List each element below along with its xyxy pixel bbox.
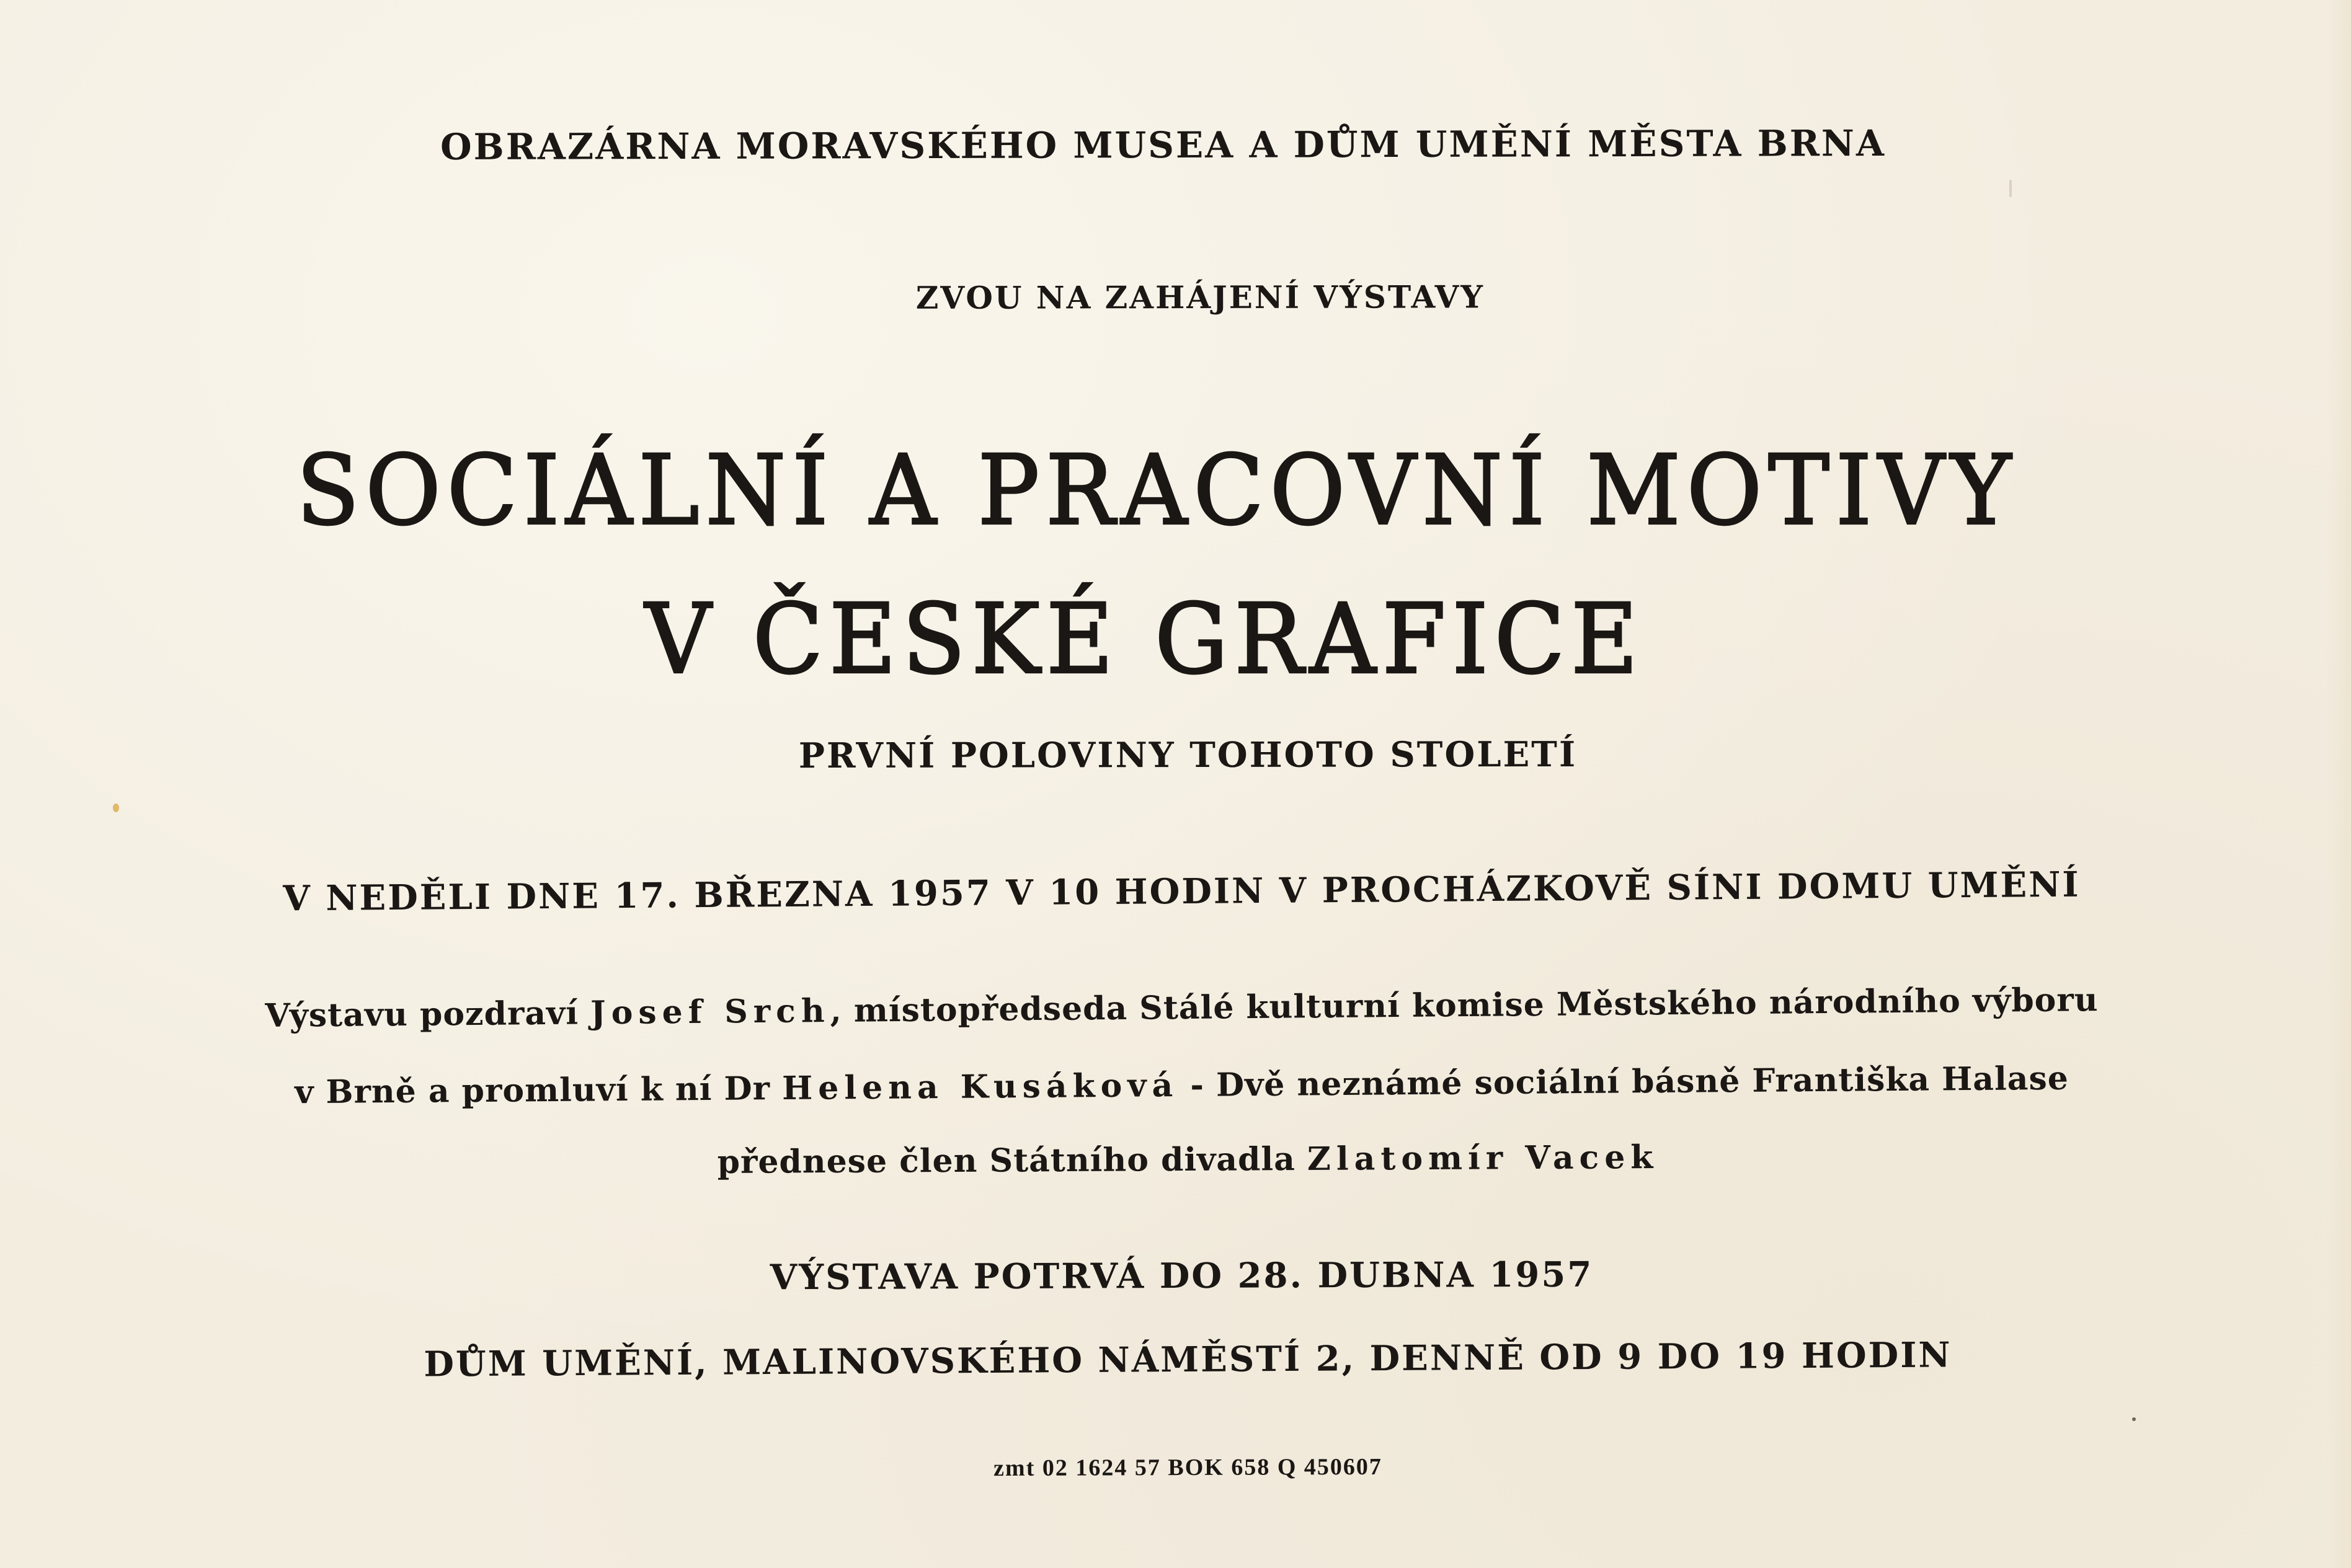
paper-speck bbox=[2009, 180, 2012, 197]
exhibition-title-line-1: SOCIÁLNÍ A PRACOVNÍ MOTIVY bbox=[296, 434, 2017, 547]
program-text: - Dvě neznámé sociální básně Františka Halase bbox=[1178, 1059, 2069, 1105]
exhibition-subtitle: PRVNÍ POLOVINY TOHOTO STOLETÍ bbox=[798, 733, 1578, 777]
venue-address-hours: DŮM UMĚNÍ, MALINOVSKÉHO NÁMĚSTÍ 2, DENNĚ OD 9 DO 19 HODIN bbox=[424, 1334, 1952, 1385]
program-text: , místopředseda Stálé kulturní komise Městského národního výboru bbox=[830, 981, 2099, 1030]
printer-code: zmt 02 1624 57 BOK 658 Q 450607 bbox=[993, 1453, 1382, 1482]
program-text: přednese člen Státního divadla bbox=[717, 1140, 1308, 1181]
exhibition-title-line-2: V ČESKÉ GRAFICE bbox=[644, 583, 1645, 696]
opening-date-line: V NEDĚLI DNE 17. BŘEZNA 1957 V 10 HODIN V PROCHÁZKOVĚ SÍNI DOMU UMĚNÍ bbox=[283, 864, 2081, 919]
speaker-name: Josef Srch bbox=[590, 991, 830, 1032]
program-text: v Brně a promluví k ní Dr bbox=[294, 1070, 783, 1112]
program-text: Výstavu pozdraví bbox=[265, 994, 591, 1035]
paper-speck bbox=[2132, 1417, 2136, 1421]
paper-speck bbox=[113, 804, 119, 812]
exhibition-duration: VÝSTAVA POTRVÁ DO 28. DUBNA 1957 bbox=[770, 1254, 1594, 1298]
invitation-line: ZVOU NA ZAHÁJENÍ VÝSTAVY bbox=[915, 278, 1485, 316]
organizers-heading: OBRAZÁRNA MORAVSKÉHO MUSEA A DŮM UMĚNÍ MĚSTA BRNA bbox=[440, 122, 1886, 169]
speaker-name: Helena Kusáková bbox=[781, 1066, 1179, 1108]
performer-name: Zlatomír Vacek bbox=[1307, 1138, 1659, 1178]
